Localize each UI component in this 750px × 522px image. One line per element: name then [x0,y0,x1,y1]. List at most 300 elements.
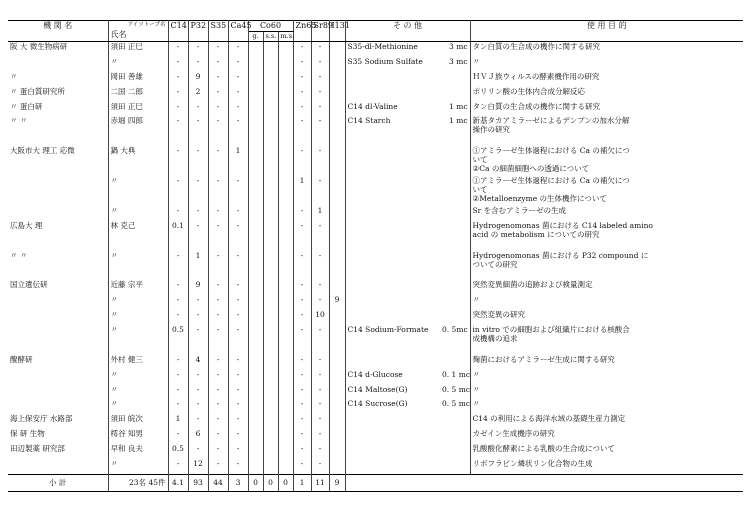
co-ss-cell [263,146,278,176]
table-row [8,385,743,400]
institution-cell: 〃 [8,72,108,87]
co-g-cell [248,251,263,281]
purpose-cell [470,146,743,176]
amount-cell: 0. 5mc [440,325,470,355]
purpose-line: ついての研究 [472,259,518,269]
purpose-line: タン白質の生合成の機作に関する研究 [472,42,601,51]
ca45-cell: - [228,176,248,206]
sr89-header: Sr89 [311,21,329,42]
c14-cell: 1 [168,414,188,429]
i131-cell [329,459,345,474]
table-body [8,42,743,492]
name-cell: 赤堀 四郎 [108,116,168,146]
amount-cell [440,176,470,206]
p32-cell: - [188,146,208,176]
purpose-cell [470,399,743,414]
c14-cell: - [168,355,188,370]
purpose-cell [470,385,743,400]
subtotal-row [8,474,743,491]
zn65-cell: - [293,295,311,310]
name-cell: 林 克己 [108,221,168,251]
institution-cell: 大阪市大 理工 応微 [8,146,108,176]
co-ms-cell [278,310,293,325]
c14-cell: - [168,429,188,444]
ca45-cell: - [228,295,248,310]
ca45-cell: - [228,355,248,370]
p32-cell: 9 [188,72,208,87]
purpose-cell [470,87,743,102]
s35-cell: - [208,310,228,325]
other-header: そ の 他 [345,21,470,42]
i131-cell: 9 [329,295,345,310]
table-row [8,87,743,102]
name-cell: 鍋 大典 [108,146,168,176]
sr89-cell: 10 [311,310,329,325]
table-row [8,325,743,355]
co-g-cell [248,310,263,325]
zn65-cell: - [293,87,311,102]
co-ms-cell [278,399,293,414]
co-ss-cell [263,295,278,310]
co-ms-cell [278,459,293,474]
table-row [8,72,743,87]
co-ss-cell [263,429,278,444]
name-cell: 早和 良夫 [108,444,168,459]
sr89-cell: 1 [311,206,329,221]
i131-cell [329,280,345,295]
zn65-cell: - [293,280,311,295]
subtotal-co-ms: 0 [278,474,293,491]
purpose-cell [470,72,743,87]
other-cell [345,251,440,281]
c14-cell: - [168,370,188,385]
c14-cell: - [168,102,188,117]
ca45-cell: - [228,444,248,459]
institution-cell: 〃 蛋白研 [8,102,108,117]
co-ss-cell [263,42,278,57]
name-cell: 〃 [108,206,168,221]
zn65-cell: - [293,72,311,87]
other-cell: C14 dl-Valine [347,101,398,111]
ca45-cell: - [228,310,248,325]
p32-cell: - [188,42,208,57]
co-g-cell [248,355,263,370]
sr89-cell: - [311,221,329,251]
table-row [8,116,743,146]
p32-cell: 6 [188,429,208,444]
c14-cell: - [168,42,188,57]
co-ms-cell [278,221,293,251]
p32-cell: - [188,370,208,385]
c14-cell: - [168,146,188,176]
s35-cell: - [208,295,228,310]
subtotal-c14: 4.1 [168,474,188,491]
co-g-cell [248,429,263,444]
i131-cell [329,57,345,72]
institution-cell: 醗酵研 [8,355,108,370]
c14-cell: - [168,310,188,325]
co-g-cell [248,295,263,310]
subtotal-sr89: 11 [311,474,329,491]
purpose-line: 〃 [472,56,481,66]
sr89-cell: - [311,280,329,295]
person-name-label: 氏名 [110,30,127,39]
amount-cell [440,444,470,459]
zn65-cell: - [293,459,311,474]
s35-cell: - [208,385,228,400]
s35-cell: - [208,280,228,295]
table-row [8,57,743,72]
co-ss-header: s.s. [263,32,278,42]
i131-cell [329,146,345,176]
purpose-cell [470,176,743,206]
ca45-cell: - [228,429,248,444]
co-g-cell [248,146,263,176]
other-cell [345,355,440,370]
name-cell: 〃 [108,251,168,281]
sr89-cell: - [311,370,329,385]
isotope-name-label: アイソトープ名 [127,22,166,28]
c14-cell: - [168,176,188,206]
purpose-line: いて [472,185,488,195]
co-ms-cell [278,176,293,206]
co-ms-cell [278,429,293,444]
amount-cell: 1 mc [440,116,470,146]
co-g-cell [248,414,263,429]
c14-cell: - [168,116,188,146]
institution-cell: 保 研 生物 [8,429,108,444]
c14-cell: - [168,57,188,72]
ca45-cell: - [228,206,248,221]
s35-cell: - [208,176,228,206]
i131-cell [329,206,345,221]
isotope-usage-table [8,20,743,492]
table-row [8,370,743,385]
name-cell: 外村 健三 [108,355,168,370]
purpose-line: タン白質の生合成の機作に関する研究 [472,101,601,111]
purpose-line: 〃 [472,399,481,409]
i131-cell [329,72,345,87]
co-g-cell [248,370,263,385]
purpose-line: 〃 [472,295,481,305]
sr89-cell: - [311,116,329,146]
amount-cell: 3 mc [440,42,470,57]
s35-cell: - [208,251,228,281]
other-cell [345,459,440,474]
s35-cell: - [208,116,228,146]
other-cell [345,176,440,206]
co-ms-cell [278,385,293,400]
zn65-cell: - [293,444,311,459]
p32-cell: - [188,102,208,117]
ca45-cell: - [228,57,248,72]
s35-cell: - [208,146,228,176]
name-cell: 須田 皖次 [108,414,168,429]
c14-cell: - [168,206,188,221]
sr89-cell: - [311,459,329,474]
ca45-cell: - [228,102,248,117]
s35-cell: - [208,102,228,117]
zn65-cell: - [293,399,311,414]
s35-cell: - [208,72,228,87]
s35-cell: - [208,206,228,221]
other-cell [345,295,440,310]
co-ms-cell [278,42,293,57]
i131-cell [329,399,345,414]
purpose-line: ②Metalloenzyme の生体機作について [472,194,607,204]
table-row [8,176,743,206]
name-cell: 〃 [108,399,168,414]
subtotal-label: 小 計 [8,474,108,491]
i131-cell [329,42,345,57]
i131-cell [329,444,345,459]
institution-cell [8,325,108,355]
s35-cell: - [208,87,228,102]
s35-cell: - [208,221,228,251]
co-ms-cell [278,355,293,370]
other-cell [345,444,440,459]
sr89-cell: - [311,42,329,57]
name-cell: 〃 [108,57,168,72]
subtotal-ca45: 3 [228,474,248,491]
co-ms-cell [278,370,293,385]
c14-cell: - [168,87,188,102]
purpose-line: ①アミラーゼ生体過程における Ca の補欠につ [472,176,630,186]
c14-cell: 0.5 [168,325,188,355]
i131-cell [329,251,345,281]
institution-header: 機 関 名 [8,21,108,42]
zn65-cell: - [293,116,311,146]
co-ms-cell [278,116,293,146]
other-cell [345,310,440,325]
name-cell: 〃 [108,325,168,355]
table-row [8,102,743,117]
amount-cell [440,146,470,176]
purpose-line: 操作の研究 [472,125,511,135]
amount-cell [440,429,470,444]
institution-cell: 〃 蛋白質研究所 [8,87,108,102]
co-ms-cell [278,57,293,72]
co-ss-cell [263,116,278,146]
table-row [8,414,743,429]
institution-cell: 田辺製薬 研究部 [8,444,108,459]
co-ss-cell [263,414,278,429]
co-ms-cell [278,206,293,221]
amount-cell [440,459,470,474]
ca45-cell: - [228,414,248,429]
table-row [8,280,743,295]
i131-cell [329,176,345,206]
sr89-cell: - [311,251,329,281]
c14-cell: - [168,251,188,281]
zn65-header: Zn65 [293,21,311,42]
i131-cell [329,87,345,102]
co-g-cell [248,206,263,221]
institution-cell [8,459,108,474]
s35-cell: - [208,42,228,57]
sr89-cell: - [311,295,329,310]
zn65-cell: - [293,206,311,221]
header-row [8,21,743,32]
purpose-line: 突然変異の研究 [472,310,526,320]
table-row [8,206,743,221]
name-cell: 須田 正巳 [108,42,168,57]
ca45-cell: - [228,116,248,146]
p32-cell: - [188,310,208,325]
subtotal-blank [345,474,743,491]
purpose-line: リボフラビン燐状リン化合物の生成 [472,459,593,469]
purpose-cell [470,116,743,146]
ca45-cell: 1 [228,146,248,176]
p32-cell: - [188,116,208,146]
ca45-cell: - [228,42,248,57]
c14-cell: - [168,399,188,414]
sr89-cell: - [311,399,329,414]
amount-cell [440,355,470,370]
co-ss-cell [263,355,278,370]
sr89-cell: - [311,57,329,72]
co-ms-cell [278,325,293,355]
table-row [8,310,743,325]
institution-cell: 〃 〃 [8,116,108,146]
institution-cell: 阪 大 微生物病研 [8,42,108,57]
co-g-cell [248,116,263,146]
purpose-cell [470,459,743,474]
table-row [8,42,743,57]
p32-cell: - [188,414,208,429]
purpose-line: 乳酸酸化酵素による乳酸の生合成について [472,444,615,454]
other-cell [345,221,440,251]
p32-cell: 4 [188,355,208,370]
table-row [8,251,743,281]
s35-cell: - [208,429,228,444]
amount-cell [440,221,470,251]
co60-header: Co60 [248,21,293,32]
institution-cell: 〃 〃 [8,251,108,281]
s35-cell: - [208,57,228,72]
sr89-cell: - [311,176,329,206]
co-ss-cell [263,251,278,281]
other-cell: S35 Sodium Sulfate [347,56,423,66]
sr89-cell: - [311,414,329,429]
co-ss-cell [263,72,278,87]
co-ss-cell [263,310,278,325]
co-g-cell [248,102,263,117]
co-g-cell [248,280,263,295]
ca45-cell: - [228,280,248,295]
co-ss-cell [263,459,278,474]
name-cell: 二国 二郎 [108,87,168,102]
c14-cell: 0.1 [168,221,188,251]
p32-cell: 2 [188,87,208,102]
subtotal-co-ss: 0 [263,474,278,491]
amount-cell: 3 mc [440,57,470,72]
i131-cell [329,355,345,370]
i131-cell [329,221,345,251]
co-g-cell [248,57,263,72]
ca45-cell: - [228,87,248,102]
i131-cell [329,116,345,146]
i131-cell [329,325,345,355]
sr89-cell: - [311,87,329,102]
sr89-cell: - [311,444,329,459]
amount-cell [440,251,470,281]
zn65-cell: - [293,42,311,57]
purpose-cell [470,414,743,429]
purpose-line: Sr を含むアミラーゼの生成 [472,205,566,215]
purpose-cell [470,325,743,355]
purpose-line: Hydrogenomonas 菌における P32 compound に [472,250,649,260]
purpose-cell [470,355,743,370]
amount-cell: 0. 5 mc [440,385,470,400]
ca45-header: Ca45 [228,21,248,42]
co-ms-cell [278,72,293,87]
name-cell: 須田 正巳 [108,102,168,117]
institution-cell [8,370,108,385]
amount-cell [440,87,470,102]
co-g-cell [248,399,263,414]
p32-cell: - [188,325,208,355]
co-g-cell [248,87,263,102]
zn65-cell: - [293,429,311,444]
co-g-cell [248,444,263,459]
name-header [108,21,168,42]
ca45-cell: - [228,325,248,355]
zn65-cell: - [293,355,311,370]
purpose-header: 使 用 目 的 [470,21,743,42]
c14-cell: - [168,72,188,87]
s35-cell: - [208,459,228,474]
purpose-line: ②Ca の細菌細胞への透過について [472,164,590,174]
purpose-cell [470,310,743,325]
p32-header: P32 [188,21,208,42]
co-ss-cell [263,385,278,400]
s35-cell: - [208,414,228,429]
ca45-cell: - [228,459,248,474]
institution-cell [8,57,108,72]
table-row [8,355,743,370]
co-ms-cell [278,87,293,102]
sr89-cell: - [311,146,329,176]
other-cell: C14 Maltose(G) [347,384,408,394]
sr89-cell: - [311,72,329,87]
c14-cell: 0.5 [168,444,188,459]
purpose-line: 〃 [472,384,481,394]
subtotal-i131: 9 [329,474,345,491]
co-g-cell [248,221,263,251]
amount-cell [440,414,470,429]
sr89-cell: - [311,102,329,117]
co-ss-cell [263,57,278,72]
purpose-cell [470,102,743,117]
p32-cell: - [188,57,208,72]
co-ss-cell [263,325,278,355]
other-cell [345,87,440,102]
p32-cell: - [188,444,208,459]
purpose-line: いて [472,155,488,165]
name-cell: 樗谷 知男 [108,429,168,444]
name-cell: 〃 [108,176,168,206]
table-row [8,146,743,176]
table-row [8,221,743,251]
subtotal-p32: 93 [188,474,208,491]
p32-cell: - [188,206,208,221]
s35-cell: - [208,355,228,370]
i131-cell [329,102,345,117]
amount-cell [440,72,470,87]
zn65-cell: - [293,370,311,385]
name-cell: 岡田 善雄 [108,72,168,87]
